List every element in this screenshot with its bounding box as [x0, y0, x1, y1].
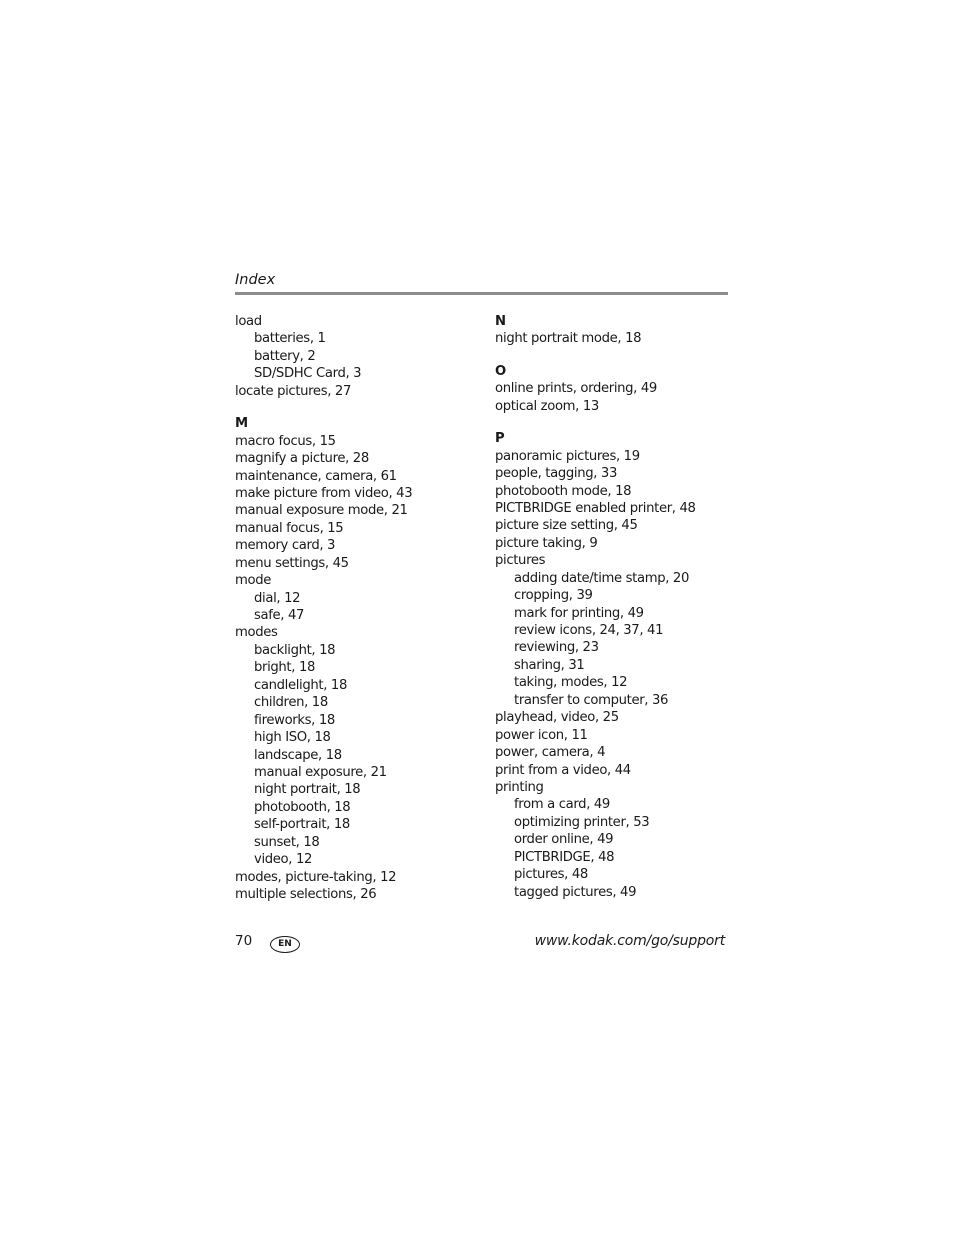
- index-subentry: tagged pictures, 49: [514, 884, 637, 900]
- index-subentry: backlight, 18: [254, 642, 336, 658]
- index-entry: PICTBRIDGE enabled printer, 48: [495, 500, 696, 516]
- index-entry: panoramic pictures, 19: [495, 448, 640, 464]
- index-entry: optical zoom, 13: [495, 398, 599, 414]
- index-subentry: fireworks, 18: [254, 712, 335, 728]
- index-subentry: high ISO, 18: [254, 730, 331, 746]
- index-entry: playhead, video, 25: [495, 710, 619, 726]
- index-entry: mode: [235, 573, 271, 589]
- index-subentry: sunset, 18: [254, 834, 320, 850]
- index-subentry: safe, 47: [254, 608, 305, 623]
- index-column-left: [235, 313, 480, 903]
- index-entry: photobooth mode, 18: [495, 483, 632, 499]
- index-entry: menu settings, 45: [235, 555, 349, 571]
- page-header-title: Index: [235, 272, 276, 288]
- index-subentry: SD/SDHC Card, 3: [254, 366, 362, 382]
- index-subentry: battery, 2: [254, 348, 316, 364]
- index-subentry: PICTBRIDGE, 48: [514, 849, 615, 865]
- index-section-gap: [495, 415, 740, 430]
- index-subentry: review icons, 24, 37, 41: [514, 623, 664, 638]
- index-entry: online prints, ordering, 49: [495, 381, 657, 397]
- index-subentry: children, 18: [254, 695, 328, 711]
- index-entry: modes: [235, 625, 278, 641]
- index-entry: modes, picture-taking, 12: [235, 869, 397, 885]
- header-divider: [235, 292, 728, 295]
- page-number: 70: [235, 933, 253, 949]
- index-entry: load: [235, 314, 262, 329]
- index-subentry: photobooth, 18: [254, 799, 351, 815]
- index-entry: power, camera, 4: [495, 745, 606, 761]
- index-subentry: pictures, 48: [514, 867, 588, 883]
- index-entry: manual exposure mode, 21: [235, 503, 408, 519]
- index-subentry: transfer to computer, 36: [514, 692, 669, 708]
- index-subentry: optimizing printer, 53: [514, 814, 650, 830]
- index-entry: macro focus, 15: [235, 433, 336, 449]
- index-section-letter: N: [495, 314, 506, 329]
- index-entry: locate pictures, 27: [235, 383, 351, 399]
- index-subentry: bright, 18: [254, 660, 316, 676]
- support-url: www.kodak.com/go/support: [534, 933, 725, 949]
- index-subentry: adding date/time stamp, 20: [514, 570, 689, 586]
- index-subentry: manual exposure, 21: [254, 764, 387, 780]
- index-entry: printing: [495, 779, 544, 795]
- index-entry: picture taking, 9: [495, 535, 598, 551]
- index-subentry: self-portrait, 18: [254, 817, 350, 833]
- index-entry: night portrait mode, 18: [495, 331, 642, 347]
- index-subentry: landscape, 18: [254, 747, 342, 763]
- index-entry: multiple selections, 26: [235, 887, 377, 902]
- index-subentry: mark for printing, 49: [514, 605, 644, 621]
- index-entry: maintenance, camera, 61: [235, 468, 397, 484]
- index-subentry: taking, modes, 12: [514, 675, 628, 691]
- index-subentry: from a card, 49: [514, 797, 610, 813]
- index-entry: magnify a picture, 28: [235, 451, 369, 467]
- index-entry: print from a video, 44: [495, 762, 631, 778]
- index-subentry: video, 12: [254, 852, 313, 868]
- index-section-letter: P: [495, 431, 505, 447]
- index-entry: people, tagging, 33: [495, 466, 617, 482]
- index-subentry: reviewing, 23: [514, 640, 599, 656]
- index-entry: manual focus, 15: [235, 520, 344, 536]
- index-subentry: cropping, 39: [514, 588, 593, 604]
- index-column-right: [495, 313, 740, 901]
- index-entry: power icon, 11: [495, 727, 588, 743]
- index-entry: picture size setting, 45: [495, 518, 638, 534]
- index-section-letter: M: [235, 416, 248, 432]
- index-entry: memory card, 3: [235, 538, 336, 554]
- index-subentry: night portrait, 18: [254, 782, 361, 798]
- index-section-gap: [235, 400, 480, 415]
- index-entry: pictures: [495, 553, 546, 569]
- index-section-letter: O: [495, 363, 506, 379]
- index-subentry: sharing, 31: [514, 657, 585, 673]
- index-subentry: dial, 12: [254, 590, 301, 606]
- index-subentry: order online, 49: [514, 832, 614, 848]
- language-badge: EN: [270, 936, 300, 953]
- index-subentry: batteries, 1: [254, 331, 326, 347]
- index-entry: make picture from video, 43: [235, 485, 413, 501]
- index-section-gap: [495, 348, 740, 363]
- index-subentry: candlelight, 18: [254, 677, 347, 693]
